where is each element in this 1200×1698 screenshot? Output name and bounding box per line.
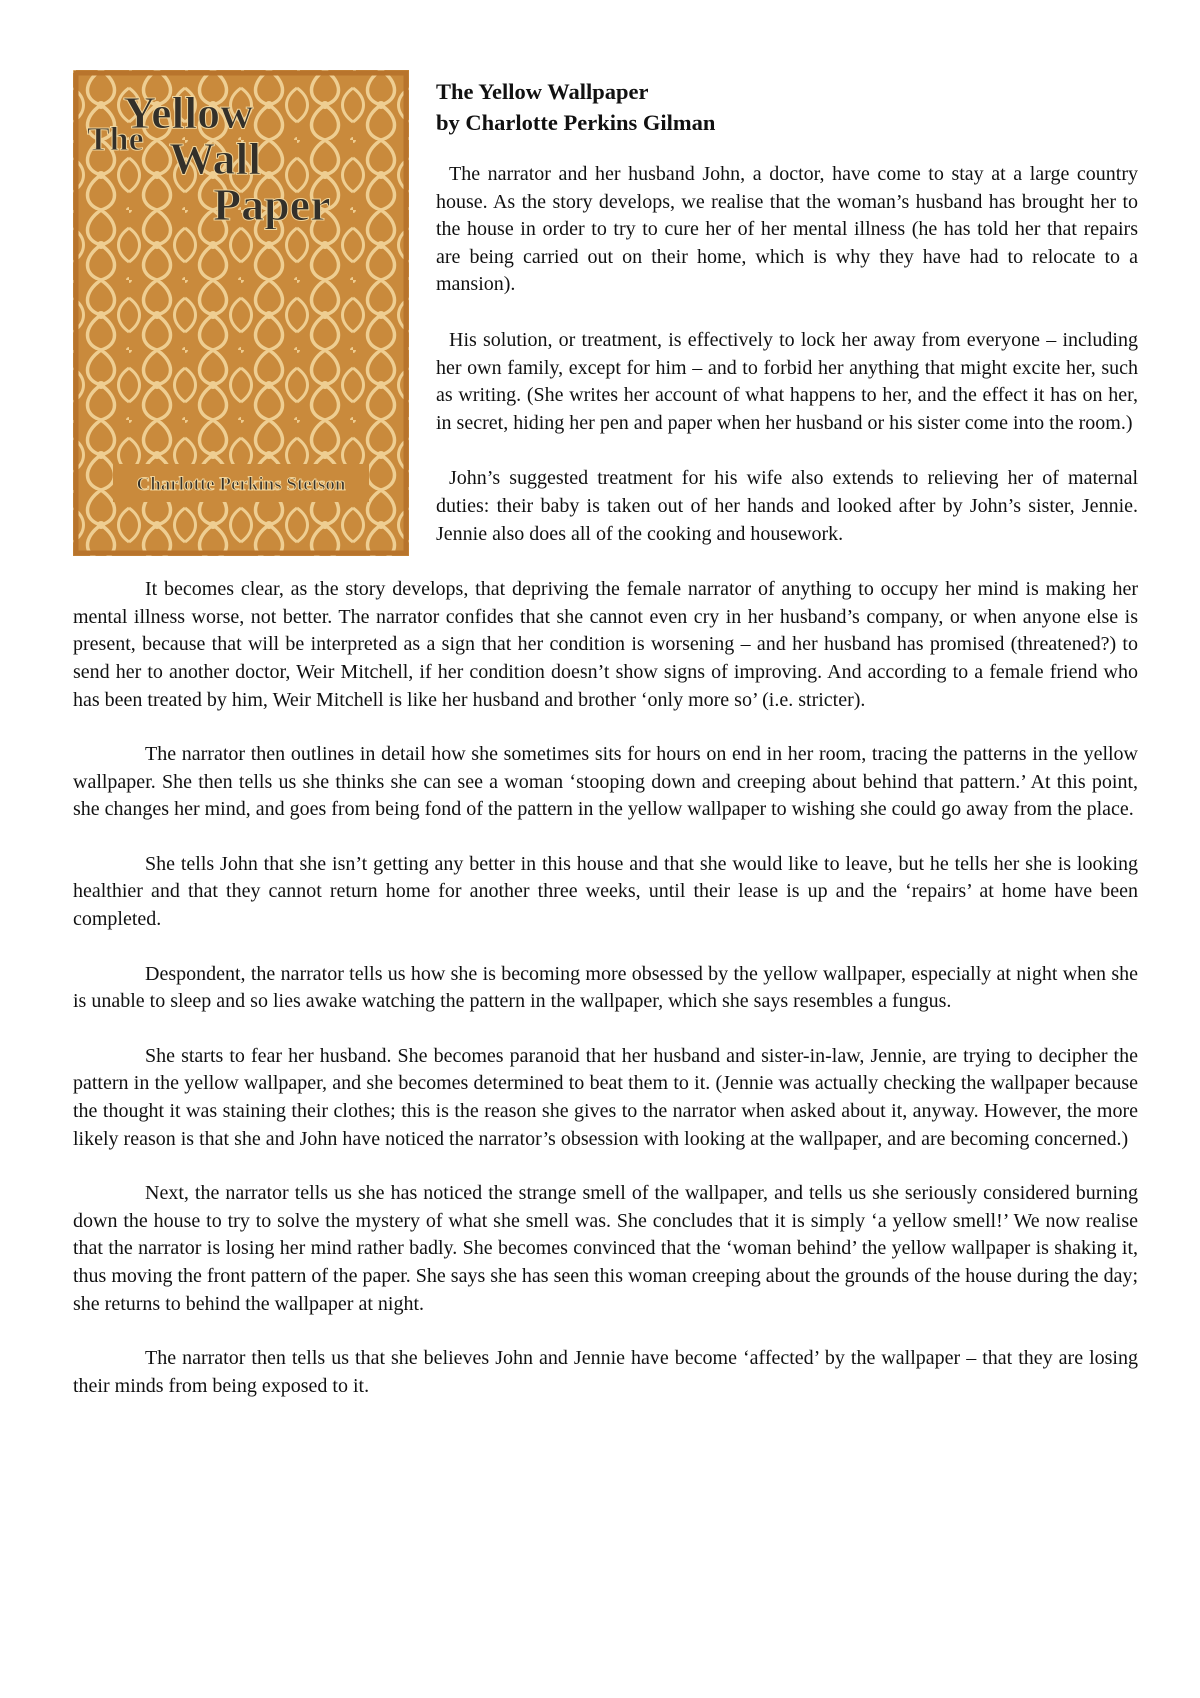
cover-title-wall: Wall [169, 133, 262, 184]
paragraph-8: She starts to fear her husband. She becomes paranoid that her husband and sister-in-law, Jennie, are trying to decipher the pattern in the yellow wallpaper, and she becomes determined to beat them to it. (Jennie was actually checking the wallpaper because the thought it was staining their clothes; this is the reason she gives to the narrator when asked about it, anyway. However, the more likely reason is that she and John have noticed the narrator’s obsession with looking at the wallpaper, and are becoming concerned.) [73, 1044, 1138, 1150]
document-author: by Charlotte Perkins Gilman [436, 110, 716, 135]
document-title: The Yellow Wallpaper [436, 79, 649, 104]
cover-title-paper: Paper [213, 179, 331, 230]
paragraph-6: She tells John that she isn’t getting any better in this house and that she would like to leave, but he tells her she is looking healthier and that they cannot return home for another three weeks, until their lease is up and the ‘repairs’ at home have been completed. [73, 852, 1138, 931]
paragraph-10: The narrator then tells us that she believes John and Jennie have become ‘affected’ by the wallpaper – that they are losing their minds from being exposed to it. [73, 1347, 1138, 1397]
document-page [73, 70, 1138, 1400]
cover-author: Charlotte Perkins Stetson [136, 474, 346, 495]
paragraph-2: His solution, or treatment, is effectively to lock her away from everyone – including her own family, except for him – and to forbid her anything that might excite her, such as writing. (She writes her account of what happens to her, and the effect it has on her, in secret, hiding her pen and paper when her husband or his sister come into the room.) [436, 328, 1138, 434]
paragraph-5: The narrator then outlines in detail how she sometimes sits for hours on end in her room, tracing the patterns in the yellow wallpaper. She then tells us she thinks she can see a woman ‘stooping down and creeping about behind that pattern.’ At this point, she changes her mind, and goes from being fond of the pattern in the yellow wallpaper to wishing she could go away from the place. [73, 743, 1138, 821]
cover-title-the: The [87, 121, 144, 158]
paragraph-3: John’s suggested treatment for his wife also extends to relieving her of maternal duties: their baby is taken out of her hands and looked after by John’s sister, Jennie. Jennie also does all of the cooking and housework. [436, 467, 1138, 545]
cover-title-yellow: Yellow [123, 87, 254, 138]
paragraph-4: It becomes clear, as the story develops, that depriving the female narrator of anything to occupy her mind is making her mental illness worse, not better. The narrator confides that she cannot even cry in her husband’s company, or when anyone else is present, because that will be interpreted as a sign that her condition is worsening – and her husband has promised (threatened?) to send her to another doctor, Weir Mitchell, if her condition doesn’t show signs of improving. And according to a female friend who has been treated by him, Weir Mitchell is like her husband and brother ‘only more so’ (i.e. stricter). [73, 578, 1138, 711]
book-cover-image [73, 70, 409, 556]
paragraph-1: The narrator and her husband John, a doctor, have come to stay at a large country house. As the story develops, we realise that the woman’s husband has brought her to the house in order to try to cure her of her mental illness (he has told her that repairs are being carried out on their home, which is why they have had to relocate to a mansion). [436, 163, 1138, 296]
paragraph-7: Despondent, the narrator tells us how she is becoming more obsessed by the yellow wallpaper, especially at night when she is unable to sleep and so lies awake watching the pattern in the wallpaper, which she says resembles a fungus. [73, 962, 1138, 1013]
paragraph-9: Next, the narrator tells us she has noticed the strange smell of the wallpaper, and tells us she seriously considered burning down the house to try to solve the mystery of what she smell was. She concludes that it is simply ‘a yellow smell!’ We now realise that the narrator is losing her mind rather badly. She becomes convinced that the ‘woman behind’ the yellow wallpaper is shaking it, thus moving the front pattern of the paper. She says she has seen this woman creeping about the grounds of the house during the day; she returns to behind the wallpaper at night. [73, 1182, 1138, 1315]
